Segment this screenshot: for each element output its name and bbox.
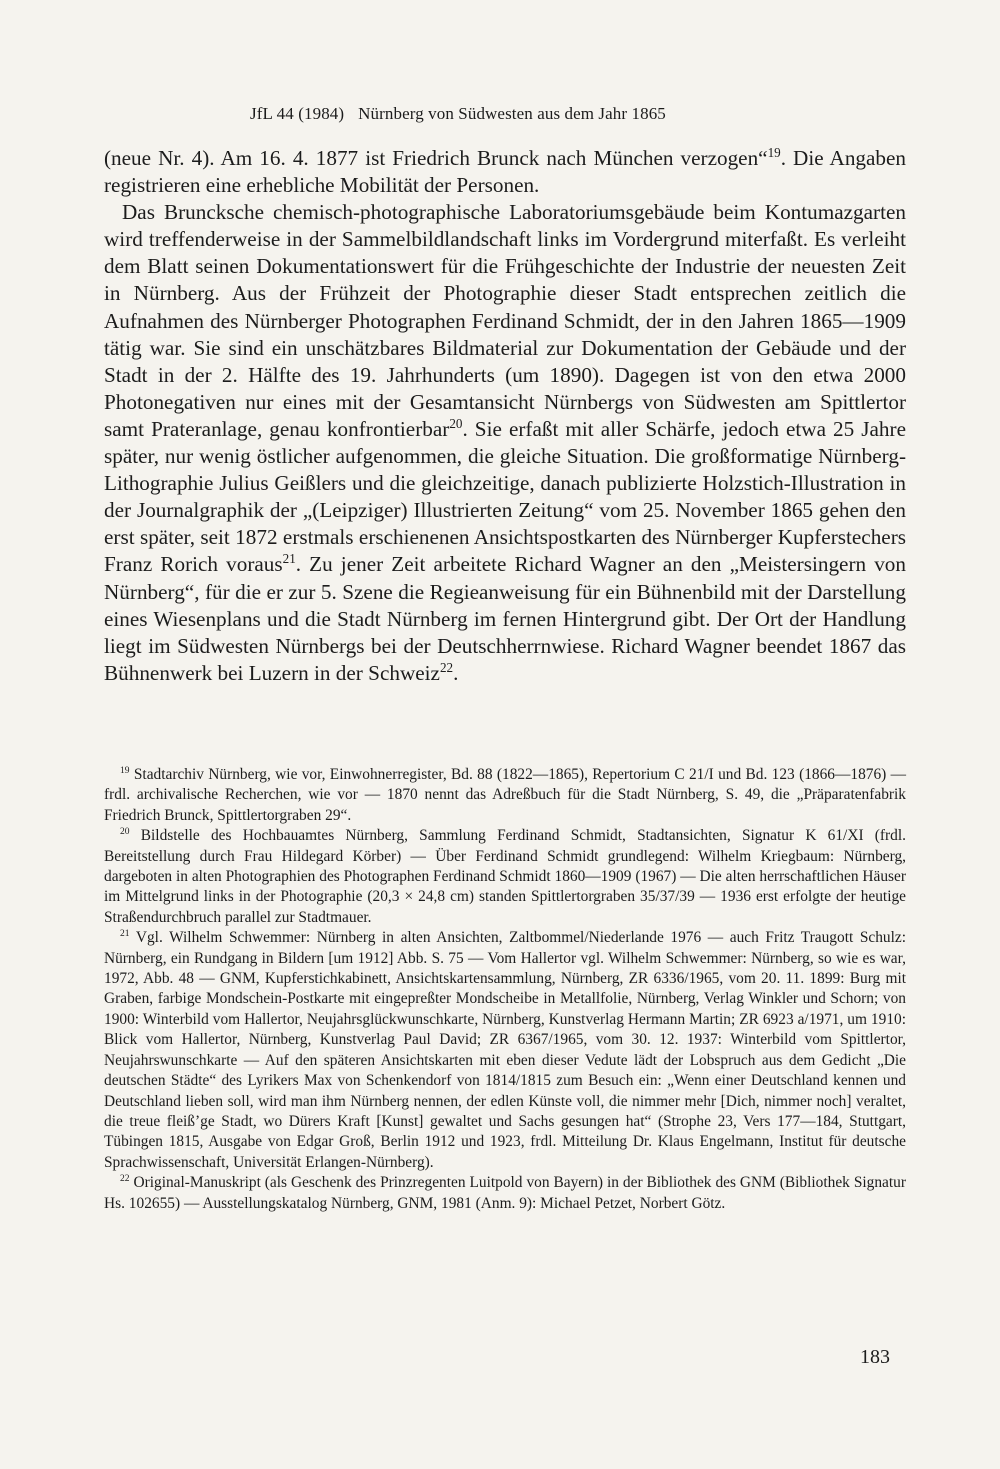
- main-text: [104, 145, 906, 687]
- footnote-ref-20: 20: [449, 415, 463, 431]
- footnote-22: [104, 1173, 906, 1214]
- footnote-text: Original-Manuskript (als Geschenk des Prinzregenten Luitpold von Bayern) in der Bibliothek des GNM (Bibliothek Signatur Hs. 102655) — Ausstellungskatalog Nürnberg, GNM, 1981 (Anm. 9): Michael Petzet, Norbert Götz.: [104, 1174, 906, 1212]
- footnote-text: Bildstelle des Hochbauamtes Nürnberg, Sammlung Ferdinand Schmidt, Stadtansichten, Signatur K 61/XI (frdl. Bereitstellung durch Frau Hildegard Körber) — Über Ferdinand Schmidt grundlegend: Wilhelm Kriegbaum: Nürnberg, dargeboten in alten Photographien des Photographen Ferdinand Schmidt 1860—1909 (1967) — Die alten herrschaftlichen Häuser im Mittelgrund links in der Photographie (20,3 × 24,8 cm) standen Spittlertorgraben 35/37/39 — 1936 erst erfolgte der heutige Straßendurchbruch parallel zur Stadtmauer.: [104, 827, 906, 926]
- footnote-21: [104, 928, 906, 1173]
- footnote-text: Stadtarchiv Nürnberg, wie vor, Einwohnerregister, Bd. 88 (1822—1865), Repertorium C 21/I und Bd. 123 (1866—1876) — frdl. archivalische Recherchen, wie vor — 1870 nennt das Adreßbuch für die Stadt Nürnberg, S. 49, die „Präparatenfabrik Friedrich Brunck, Spittlertorgraben 29“.: [104, 766, 906, 824]
- journal-reference: JfL 44 (1984): [250, 104, 345, 123]
- footnote-19: [104, 765, 906, 826]
- footnote-number: 20: [120, 826, 130, 838]
- running-head: [250, 104, 770, 124]
- footnotes: [104, 765, 906, 1214]
- paragraph-1: (neue Nr. 4). Am 16. 4. 1877 ist Friedrich Brunck nach München verzogen“$^{19}$. Die Angaben registrieren eine erhebliche Mobilität der Personen.: [104, 144, 907, 198]
- article-title: Nürnberg von Südwesten aus dem Jahr 1865: [358, 104, 666, 123]
- footnote-number: 21: [120, 928, 130, 940]
- footnote-ref-19: 19: [767, 144, 781, 160]
- footnote-number: 19: [120, 764, 130, 776]
- footnote-ref-21: 21: [282, 551, 296, 567]
- footnote-number: 22: [120, 1173, 130, 1184]
- footnote-ref-22: 22: [439, 659, 454, 675]
- footnote-text: Vgl. Wilhelm Schwemmer: Nürnberg in alten Ansichten, Zaltbommel/Niederlande 1976 — auch Fritz Traugott Schulz: Nürnberg, ein Rundgang in Bildern [um 1912] Abb. S. 75 — Vom Hallertor vgl. Wilhelm Schwemmer: Nürnberg, so wie es war, 1972, Abb. 48 — GNM, Kupferstichkabinett, Ansichtskartensammlung, Nürnberg, ZR 6336/1965, vom 20. 11. 1899: Burg mit Graben, farbige Mondschein-Postkarte mit eingepreßter Mondscheibe in Metallfolie, Nürnberg, Verlag Winkler und Schorn; von 1900: Winterbild vom Hallertor, Neujahrsglückwunschkarte, Nürnberg, Kunstverlag Hermann Martin; ZR 6923 a/1971, um 1910: Blick vom Hallertor, Nürnberg, Kunstverlag Paul David; ZR 6367/1965, vom 30. 12. 1937: Winterbild vom Spittlertor, Neujahrswunschkarte — Auf den späteren Ansichtskarten mit eben dieser Vedute lädt der Lobspruch aus dem Gedicht „Die deutschen Städte“ des Lyrikers Max von Schenkendorf von 1814/1815 zum Besuch ein: „Wenn einer Deutschland kennen und Deutschland lieben soll, wird man ihm Nürnberg nennen, der edlen Künste voll, die nimmer mehr [Dich, nimmer noch] veraltet, die treue fleiß’ge Stadt, wo Dürers Kraft [Kunst] gewaltet und Sachs gesungen hat“ (Strophe 23, Vers 177—184, Stuttgart, Tübingen 1815, Ausgabe von Edgar Groß, Berlin 1912 und 1923, frdl. Mitteilung Dr. Klaus Engelmann, Institut für deutsche Sprachwissenschaft, Universität Erlangen-Nürnberg).: [104, 929, 907, 1171]
- page-number: 183: [860, 1346, 890, 1368]
- footnote-20: [104, 826, 906, 928]
- paragraph-2: Das Bruncksche chemisch-photographische Laboratoriumsgebäude beim Kontumazgarten wird treffenderweise in der Sammelbildlandschaft links im Vordergrund miterfaßt. Es verleiht dem Blatt seinen Dokumentationswert für die Frühgeschichte der Industrie der neuesten Zeit in Nürnberg. Aus der Frühzeit der Photographie dieser Stadt entsprechen zeitlich die Aufnahmen des Nürnberger Photographen Ferdinand Schmidt, der in den Jahren 1865—1909 tätig war. Sie sind ein unschätzbares Bildmaterial zur Dokumentation der Gebäude und der Stadt in der 2. Hälfte des 19. Jahrhunderts (um 1890). Dagegen ist von den etwa 2000 Photonegativen nur eines mit der Gesamtansicht Nürnbergs von Südwesten am Spittlertor samt Prateranlage, genau konfrontierbar$^{20}$. Sie erfaßt mit aller Schärfe, jedoch etwa 25 Jahre später, nur wenig östlicher aufgenommen, die gleiche Situation. Die großformatige Nürnberg-Lithographie Julius Geißlers und die gleichzeitige, danach publizierte Holzstich-Illustration in der Journalgraphik der „(Leipziger) Illustrierten Zeitung“ vom 25. November 1865 gehen den erst später, seit 1872 erstmals erschienenen Ansichtspostkarten des Nürnberger Kupferstechers Franz Rorich voraus$^{21}$. Zu jener Zeit arbeitete Richard Wagner an den „Meistersingern von Nürnberg“, für die er zur 5. Szene die Regieanweisung für ein Bühnenbild mit der Darstellung eines Wiesenplans und die Stadt Nürnberg im fernen Hintergrund gibt. Der Ort der Handlung liegt im Südwesten Nürnbergs bei der Deutschherrnwiese. Richard Wagner beendet 1867 das Bühnenwerk bei Luzern in der Schweiz$^{22}$.: [104, 200, 906, 685]
